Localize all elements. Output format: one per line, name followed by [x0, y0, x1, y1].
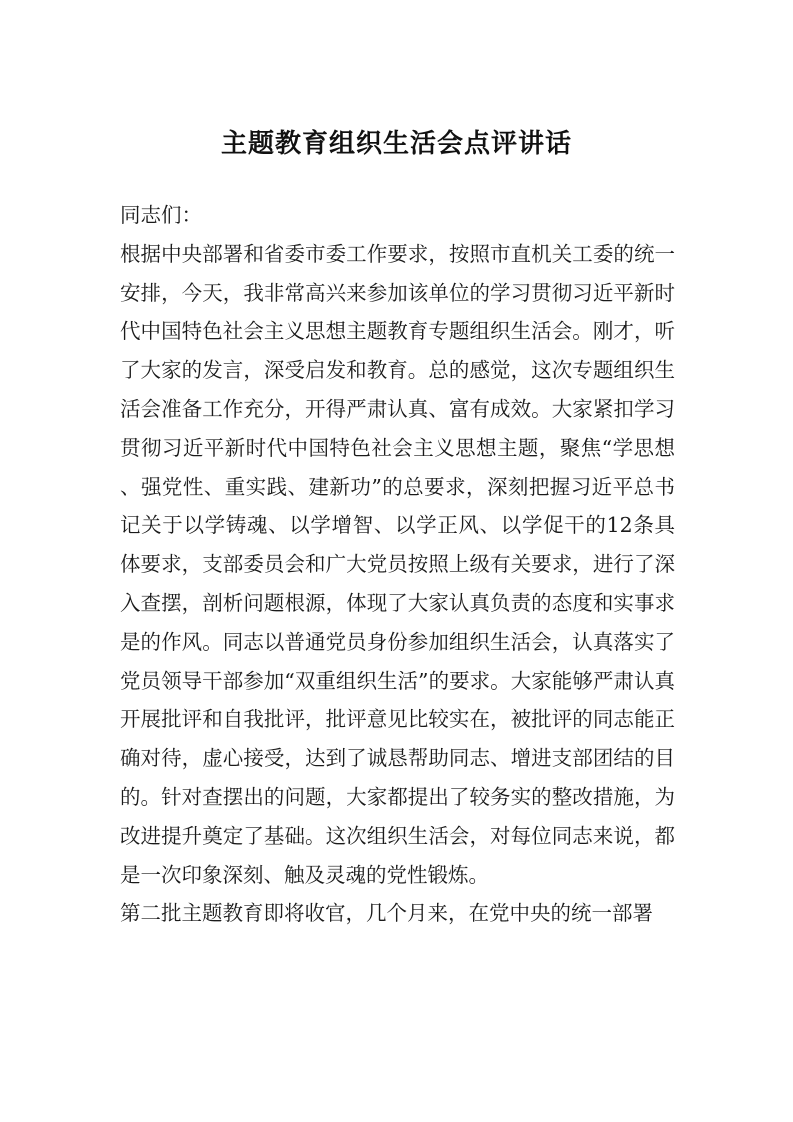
paragraph-1: 根据中央部署和省委市委工作要求，按照市直机关工委的统一安排，今天，我非常高兴来参加该单位的学习贯彻习近平新时代中国特色社会主义思想主题教育专题组织生活会。刚才，听了大家的发言，深受启发和教育。总的感觉，这次专题组织生活会准备工作充分，开得严肃认真、富有成效。大家紧扣学习贯彻习近平新时代中国特色社会主义思想主题，聚焦“学思想、强党性、重实践、建新功”的总要求，深刻把握习近平总书记关于以学铸魂、以学增智、以学正风、以学促干的12条具体要求，支部委员会和广大党员按照上级有关要求，进行了深入查摆，剖析问题根源，体现了大家认真负责的态度和实事求是的作风。同志以普通党员身份参加组织生活会，认真落实了党员领导干部参加“双重组织生活”的要求。大家能够严肃认真开展批评和自我批评，批评意见比较实在，被批评的同志能正确对待，虚心接受，达到了诚恳帮助同志、增进支部团结的目的。针对查摆出的问题，大家都提出了较务实的整改措施，为改进提升奠定了基础。这次组织生活会，对每位同志来说，都是一次印象深刻、触及灵魂的党性锻炼。: [120, 241, 675, 887]
document-body: [120, 196, 675, 933]
paragraph-2: 第二批主题教育即将收官，几个月来，在党中央的统一部署: [120, 901, 653, 926]
salutation: 同志们：: [120, 203, 202, 227]
document-title: 主题教育组织生活会点评讲话: [220, 129, 572, 159]
